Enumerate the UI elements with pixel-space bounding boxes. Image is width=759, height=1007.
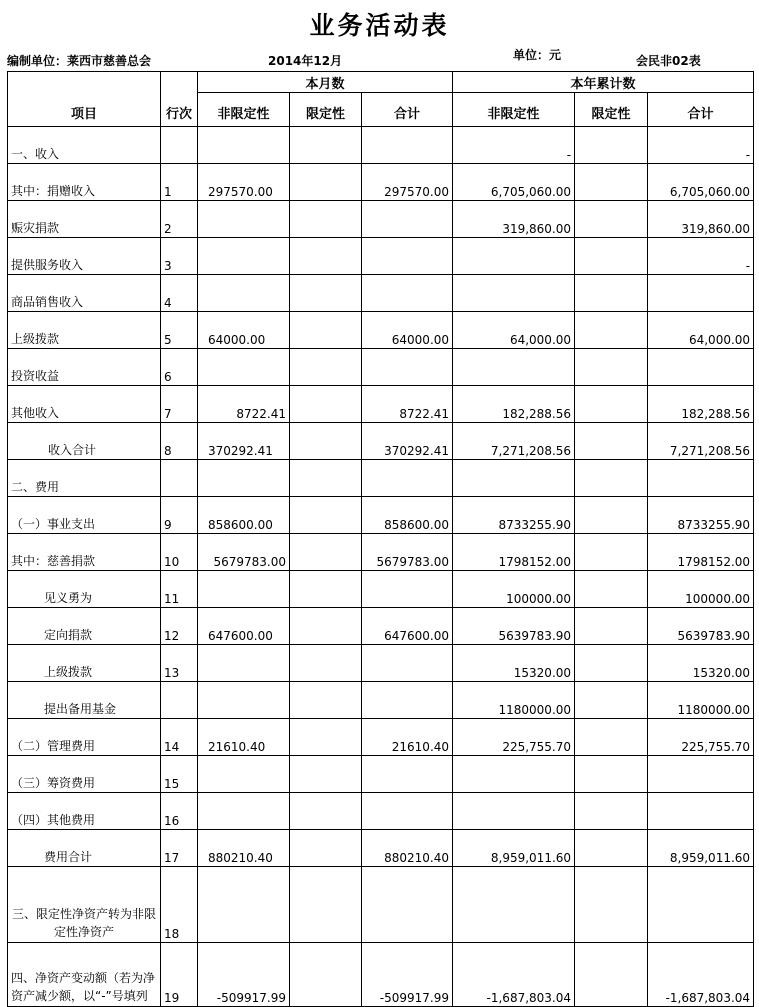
table-row — [8, 867, 754, 943]
year-total-cell: - — [648, 238, 754, 275]
month-total-cell — [362, 127, 453, 164]
year-total-cell: 225,755.70 — [648, 719, 754, 756]
month-unrestricted-cell: 5679783.00 — [198, 534, 290, 571]
row-line-number: 2 — [161, 201, 198, 238]
year-restricted-cell — [575, 460, 648, 497]
table-row — [8, 349, 754, 386]
year-total-cell: 182,288.56 — [648, 386, 754, 423]
month-restricted-cell — [290, 460, 362, 497]
year-unrestricted-header: 非限定性 — [453, 93, 575, 127]
year-restricted-cell — [575, 608, 648, 645]
month-restricted-cell — [290, 943, 362, 1007]
row-item-label: 定向捐款 — [8, 608, 161, 645]
row-line-number: 9 — [161, 497, 198, 534]
year-unrestricted-cell — [453, 867, 575, 943]
year-restricted-cell — [575, 201, 648, 238]
year-unrestricted-cell: 7,271,208.56 — [453, 423, 575, 460]
month-total-cell — [362, 793, 453, 830]
row-line-number — [161, 460, 198, 497]
table-row — [8, 238, 754, 275]
year-unrestricted-cell — [453, 349, 575, 386]
year-total-cell: 1180000.00 — [648, 682, 754, 719]
month-unrestricted-cell: 880210.40 — [198, 830, 290, 867]
month-unrestricted-header: 非限定性 — [198, 93, 290, 127]
month-unrestricted-cell: -509917.99 — [198, 943, 290, 1007]
month-restricted-cell — [290, 571, 362, 608]
year-restricted-header: 限定性 — [575, 93, 648, 127]
row-line-number: 13 — [161, 645, 198, 682]
month-restricted-cell — [290, 386, 362, 423]
table-row — [8, 682, 754, 719]
table-row — [8, 571, 754, 608]
table-row — [8, 312, 754, 349]
month-unrestricted-cell: 21610.40 — [198, 719, 290, 756]
row-line-number: 3 — [161, 238, 198, 275]
month-restricted-cell — [290, 608, 362, 645]
month-restricted-cell — [290, 645, 362, 682]
month-total-cell: -509917.99 — [362, 943, 453, 1007]
table-row — [8, 201, 754, 238]
month-restricted-cell — [290, 127, 362, 164]
row-line-number: 14 — [161, 719, 198, 756]
table-row — [8, 497, 754, 534]
year-unrestricted-cell: 8,959,011.60 — [453, 830, 575, 867]
col-item-header: 项目 — [8, 72, 161, 127]
month-total-cell — [362, 238, 453, 275]
report-period: 2014年12月 — [268, 54, 343, 68]
year-total-cell: 6,705,060.00 — [648, 164, 754, 201]
table-row — [8, 719, 754, 756]
row-line-number: 18 — [161, 867, 198, 943]
month-total-cell: 880210.40 — [362, 830, 453, 867]
year-restricted-cell — [575, 386, 648, 423]
month-total-cell — [362, 571, 453, 608]
year-unrestricted-cell — [453, 756, 575, 793]
month-total-cell: 21610.40 — [362, 719, 453, 756]
month-unrestricted-cell — [198, 201, 290, 238]
year-restricted-cell — [575, 793, 648, 830]
table-row — [8, 423, 754, 460]
row-item-label: 赈灾捐款 — [8, 201, 161, 238]
year-total-cell: -1,687,803.04 — [648, 943, 754, 1007]
year-unrestricted-cell — [453, 793, 575, 830]
month-restricted-cell — [290, 830, 362, 867]
year-restricted-cell — [575, 645, 648, 682]
month-total-cell — [362, 201, 453, 238]
year-total-cell — [648, 867, 754, 943]
row-line-number: 15 — [161, 756, 198, 793]
table-row — [8, 460, 754, 497]
row-item-label: （三）筹资费用 — [8, 756, 161, 793]
month-unrestricted-cell: 8722.41 — [198, 386, 290, 423]
month-total-cell — [362, 867, 453, 943]
month-unrestricted-cell — [198, 238, 290, 275]
row-line-number: 17 — [161, 830, 198, 867]
year-unrestricted-cell — [453, 238, 575, 275]
month-restricted-cell — [290, 423, 362, 460]
row-line-number: 8 — [161, 423, 198, 460]
row-line-number: 16 — [161, 793, 198, 830]
month-total-header: 合计 — [362, 93, 453, 127]
month-restricted-cell — [290, 164, 362, 201]
year-unrestricted-cell: 64,000.00 — [453, 312, 575, 349]
month-restricted-cell — [290, 719, 362, 756]
year-unrestricted-cell: - — [453, 127, 575, 164]
year-total-cell: 15320.00 — [648, 645, 754, 682]
row-item-label: 投资收益 — [8, 349, 161, 386]
table-row — [8, 830, 754, 867]
month-unrestricted-cell: 64000.00 — [198, 312, 290, 349]
currency-unit: 单位：元 — [513, 48, 562, 62]
year-unrestricted-cell: 225,755.70 — [453, 719, 575, 756]
year-total-cell: 8,959,011.60 — [648, 830, 754, 867]
month-unrestricted-cell — [198, 127, 290, 164]
month-unrestricted-cell — [198, 756, 290, 793]
month-unrestricted-cell: 370292.41 — [198, 423, 290, 460]
year-restricted-cell — [575, 571, 648, 608]
year-unrestricted-cell: 182,288.56 — [453, 386, 575, 423]
year-total-cell — [648, 460, 754, 497]
row-item-label: 费用合计 — [8, 830, 161, 867]
year-restricted-cell — [575, 830, 648, 867]
month-total-cell — [362, 349, 453, 386]
year-restricted-cell — [575, 719, 648, 756]
month-total-cell: 64000.00 — [362, 312, 453, 349]
month-total-cell: 858600.00 — [362, 497, 453, 534]
year-restricted-cell — [575, 423, 648, 460]
year-unrestricted-cell: -1,687,803.04 — [453, 943, 575, 1007]
row-item-label: （一）事业支出 — [8, 497, 161, 534]
month-restricted-cell — [290, 534, 362, 571]
year-unrestricted-cell: 100000.00 — [453, 571, 575, 608]
year-total-cell: 64,000.00 — [648, 312, 754, 349]
col-line-header: 行次 — [161, 72, 198, 127]
year-restricted-cell — [575, 943, 648, 1007]
month-restricted-cell — [290, 349, 362, 386]
year-restricted-cell — [575, 756, 648, 793]
row-line-number: 5 — [161, 312, 198, 349]
year-restricted-cell — [575, 127, 648, 164]
year-unrestricted-cell: 8733255.90 — [453, 497, 575, 534]
year-total-cell: 1798152.00 — [648, 534, 754, 571]
row-item-label: 见义勇为 — [8, 571, 161, 608]
row-item-label: 其中：捐赠收入 — [8, 164, 161, 201]
month-restricted-cell — [290, 867, 362, 943]
row-item-label: 三、限定性净资产转为非限定性净资产 — [8, 867, 161, 943]
month-restricted-cell — [290, 793, 362, 830]
row-line-number: 19 — [161, 943, 198, 1007]
year-restricted-cell — [575, 275, 648, 312]
table-row — [8, 127, 754, 164]
year-total-cell — [648, 756, 754, 793]
table-row — [8, 386, 754, 423]
month-unrestricted-cell — [198, 349, 290, 386]
form-code: 会民非02表 — [636, 54, 701, 68]
table-row — [8, 756, 754, 793]
year-restricted-cell — [575, 534, 648, 571]
row-line-number: 10 — [161, 534, 198, 571]
table-row — [8, 534, 754, 571]
year-total-cell — [648, 349, 754, 386]
month-total-cell — [362, 645, 453, 682]
year-restricted-cell — [575, 238, 648, 275]
table-row — [8, 608, 754, 645]
row-item-label: 上级拨款 — [8, 312, 161, 349]
month-group-header: 本月数 — [198, 72, 453, 93]
year-group-header: 本年累计数 — [453, 72, 754, 93]
year-restricted-cell — [575, 349, 648, 386]
month-total-cell — [362, 460, 453, 497]
row-item-label: 收入合计 — [8, 423, 161, 460]
month-unrestricted-cell — [198, 571, 290, 608]
month-total-cell: 647600.00 — [362, 608, 453, 645]
year-total-cell: 319,860.00 — [648, 201, 754, 238]
month-restricted-cell — [290, 238, 362, 275]
table-row — [8, 275, 754, 312]
report-title: 业务活动表 — [309, 11, 450, 40]
unit-name: 编制单位：莱西市慈善总会 — [7, 54, 152, 68]
year-total-cell: 8733255.90 — [648, 497, 754, 534]
year-unrestricted-cell — [453, 275, 575, 312]
row-line-number — [161, 127, 198, 164]
year-unrestricted-cell: 5639783.90 — [453, 608, 575, 645]
year-restricted-cell — [575, 867, 648, 943]
month-total-cell: 370292.41 — [362, 423, 453, 460]
month-unrestricted-cell: 647600.00 — [198, 608, 290, 645]
row-line-number: 7 — [161, 386, 198, 423]
year-total-cell: - — [648, 127, 754, 164]
month-total-cell — [362, 682, 453, 719]
year-restricted-cell — [575, 164, 648, 201]
year-total-cell: 7,271,208.56 — [648, 423, 754, 460]
row-line-number: 6 — [161, 349, 198, 386]
year-unrestricted-cell: 6,705,060.00 — [453, 164, 575, 201]
month-restricted-cell — [290, 682, 362, 719]
year-restricted-cell — [575, 312, 648, 349]
month-unrestricted-cell — [198, 460, 290, 497]
month-unrestricted-cell — [198, 645, 290, 682]
row-line-number: 12 — [161, 608, 198, 645]
month-total-cell — [362, 275, 453, 312]
row-item-label: 提供服务收入 — [8, 238, 161, 275]
month-unrestricted-cell — [198, 275, 290, 312]
row-item-label: （二）管理费用 — [8, 719, 161, 756]
row-item-label: （四）其他费用 — [8, 793, 161, 830]
table-row — [8, 645, 754, 682]
year-total-cell — [648, 275, 754, 312]
month-restricted-cell — [290, 497, 362, 534]
row-line-number — [161, 682, 198, 719]
year-unrestricted-cell: 1180000.00 — [453, 682, 575, 719]
year-unrestricted-cell: 319,860.00 — [453, 201, 575, 238]
row-item-label: 四、净资产变动额（若为净资产减少额，以“-”号填列 — [8, 943, 161, 1007]
table-row — [8, 164, 754, 201]
row-item-label: 其他收入 — [8, 386, 161, 423]
row-item-label: 上级拨款 — [8, 645, 161, 682]
year-restricted-cell — [575, 497, 648, 534]
table-row — [8, 793, 754, 830]
row-line-number: 4 — [161, 275, 198, 312]
year-total-cell: 5639783.90 — [648, 608, 754, 645]
row-line-number: 11 — [161, 571, 198, 608]
year-unrestricted-cell — [453, 460, 575, 497]
row-item-label: 二、费用 — [8, 460, 161, 497]
row-item-label: 一、收入 — [8, 127, 161, 164]
month-restricted-header: 限定性 — [290, 93, 362, 127]
year-restricted-cell — [575, 682, 648, 719]
month-restricted-cell — [290, 756, 362, 793]
month-total-cell: 297570.00 — [362, 164, 453, 201]
month-total-cell — [362, 756, 453, 793]
activity-table — [7, 71, 754, 1007]
month-unrestricted-cell — [198, 682, 290, 719]
month-restricted-cell — [290, 275, 362, 312]
month-unrestricted-cell: 858600.00 — [198, 497, 290, 534]
row-item-label: 其中：慈善捐款 — [8, 534, 161, 571]
month-total-cell: 5679783.00 — [362, 534, 453, 571]
month-restricted-cell — [290, 312, 362, 349]
month-unrestricted-cell — [198, 793, 290, 830]
year-total-cell: 100000.00 — [648, 571, 754, 608]
month-unrestricted-cell — [198, 867, 290, 943]
year-total-header: 合计 — [648, 93, 754, 127]
row-item-label: 提出备用基金 — [8, 682, 161, 719]
row-line-number: 1 — [161, 164, 198, 201]
month-unrestricted-cell: 297570.00 — [198, 164, 290, 201]
year-unrestricted-cell: 1798152.00 — [453, 534, 575, 571]
month-restricted-cell — [290, 201, 362, 238]
month-total-cell: 8722.41 — [362, 386, 453, 423]
year-unrestricted-cell: 15320.00 — [453, 645, 575, 682]
year-total-cell — [648, 793, 754, 830]
row-item-label: 商品销售收入 — [8, 275, 161, 312]
table-row — [8, 943, 754, 1007]
